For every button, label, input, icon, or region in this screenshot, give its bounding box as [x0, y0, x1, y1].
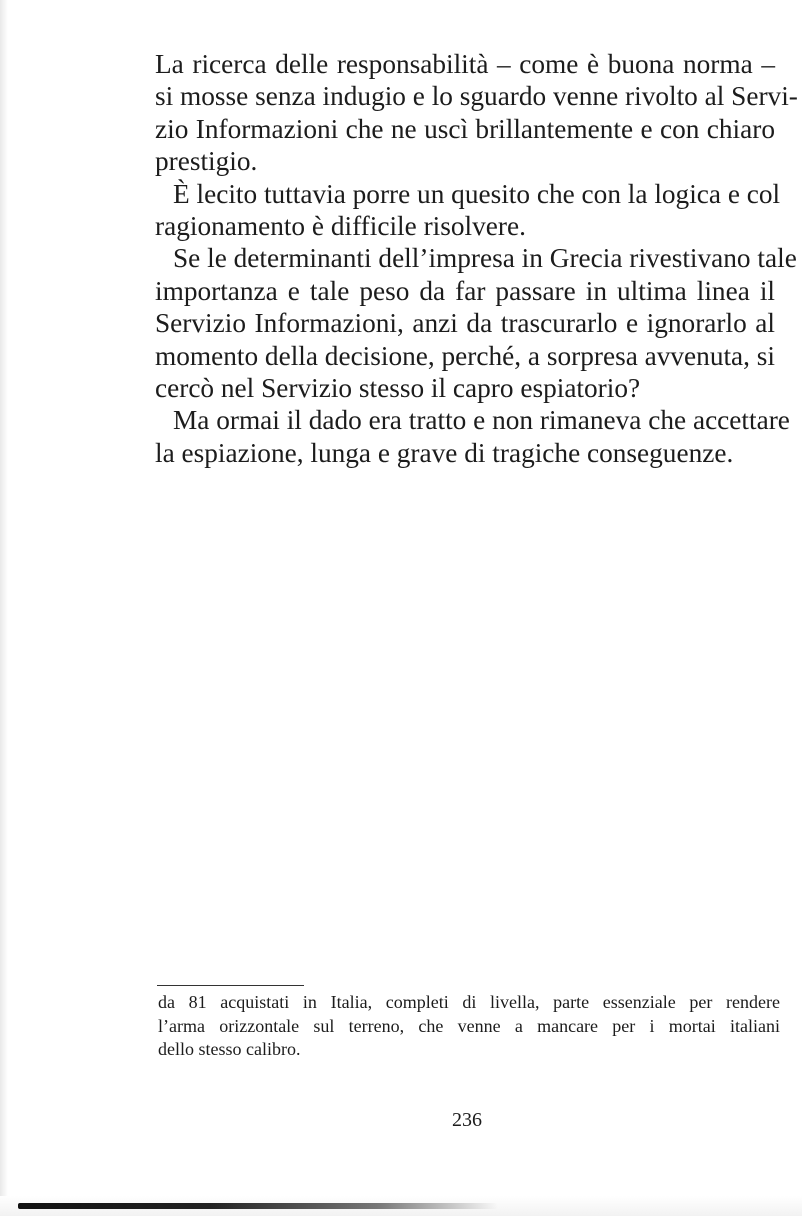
footnote: [158, 991, 780, 1062]
paragraph-2: [155, 178, 781, 243]
scan-edge-smudge: [18, 1203, 498, 1209]
text-line: Ma ormai il dado era tratto e non rimaneva che accettare: [173, 405, 790, 436]
text-line: la espiazione, lunga e grave di tragiche conseguenze.: [155, 437, 734, 468]
page-number: 236: [452, 1109, 482, 1131]
footnote-line: da 81 acquistati in Italia, completi di livella, parte essenziale per rendere: [158, 992, 780, 1012]
text-line: si mosse senza indugio e lo sguardo venne rivolto al Servi-: [155, 81, 798, 112]
text-line: Se le determinanti dell’impresa in Grecia rivestivano tale: [173, 243, 797, 274]
paragraph-4: [155, 404, 790, 469]
text-line: La ricerca delle responsabilità – come è buona norma –: [155, 49, 775, 79]
paragraph-3: [155, 242, 797, 404]
text-line: È lecito tuttavia porre un quesito che con la logica e col: [173, 178, 781, 209]
paragraph-1: [155, 48, 798, 178]
body-text: [155, 48, 798, 469]
footnote-line: l’arma orizzontale sul terreno, che venne a mancare per i mortai italiani: [158, 1015, 780, 1036]
text-line: ragionamento è difficile risolvere.: [155, 211, 526, 242]
text-line: cercò nel Servizio stesso il capro espiatorio?: [155, 373, 641, 404]
text-line: importanza e tale peso da far passare in ultima linea il: [155, 275, 775, 306]
footnote-divider: [157, 985, 304, 986]
text-line: Servizio Informazioni, anzi da trascurarlo e ignorarlo al: [155, 308, 775, 339]
page-left-edge: [0, 0, 8, 1216]
text-line: zio Informazioni che ne uscì brillantemente e con chiaro: [155, 113, 775, 144]
text-line: momento della decisione, perché, a sorpresa avvenuta, si: [155, 340, 776, 371]
footnote-line: dello stesso calibro.: [158, 1039, 301, 1059]
text-line: prestigio.: [155, 146, 258, 177]
